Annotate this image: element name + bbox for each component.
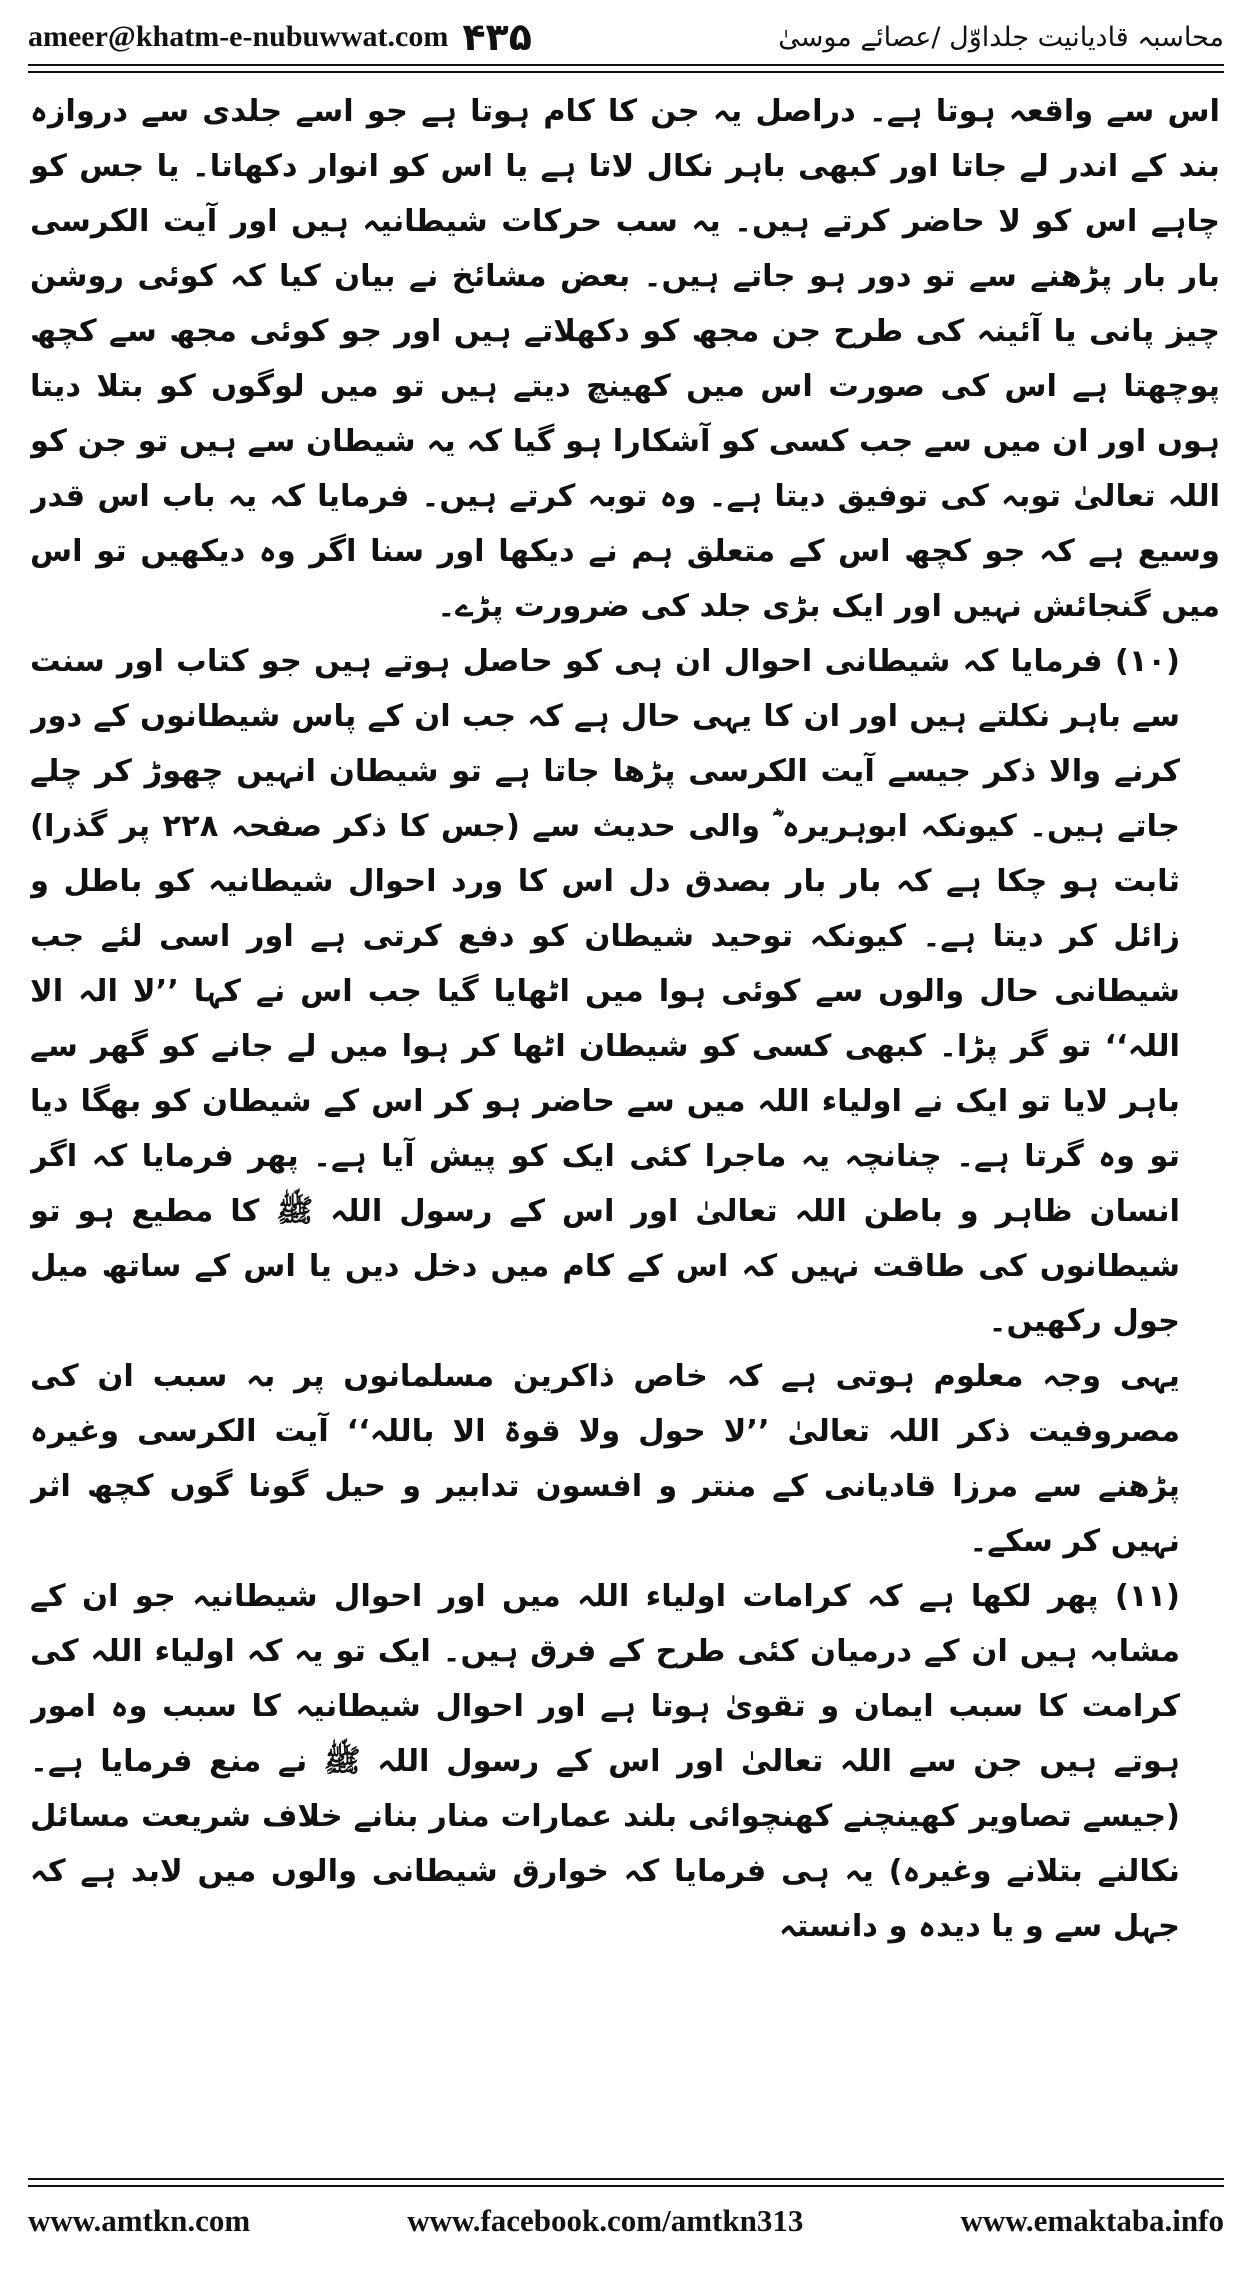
header-double-rule	[28, 64, 1224, 73]
footer-link-amtkn[interactable]: www.amtkn.com	[28, 2203, 251, 2238]
page-header	[28, 12, 1224, 62]
paragraph-4: (۱۱) پھر لکھا ہے کہ کرامات اولیاء اللہ میں اور احوال شیطانیہ جو ان کے مشابہ ہیں ان کے درمیان کئی طرح کے فرق ہیں۔ ایک تو یہ کہ اولیاء اللہ کی کرامت کا سبب ایمان و تقویٰ ہوتا ہے اور احوال شیطانیہ کا سبب وہ امور ہوتے ہیں جن سے اللہ تعالیٰ اور اس کے رسول اللہ ﷺ نے منع فرمایا ہے۔ (جیسے تصاویر کھینچنے کھنچوائی بلند عمارات منار بنانے خلاف شریعت مسائل نکالنے بتلانے وغیرہ) یہ ہی فرمایا کہ خوارق شیطانی والوں میں لابد ہے کہ جہل سے و یا دیدہ و دانستہ	[30, 1579, 1180, 1944]
header-left-group	[28, 15, 532, 59]
paragraph-1: اس سے واقعہ ہوتا ہے۔ دراصل یہ جن کا کام ہوتا ہے جو اسے جلدی سے دروازہ بند کے اندر لے جاتا اور کبھی باہر نکال لاتا ہے یا اس کو انوار دکھاتا۔ یا جس کو چاہے اس کو لا حاضر کرتے ہیں۔ یہ سب حرکات شیطانیہ ہیں اور آیت الکرسی بار بار پڑھنے سے تو دور ہو جاتے ہیں۔ بعض مشائخ نے بیان کیا کہ کوئی روشن چیز پانی یا آئینہ کی طرح جن مجھ کو دکھلاتے ہیں اور جو کوئی مجھ سے کچھ پوچھتا ہے اس کی صورت اس میں کھینچ دیتے ہیں تو میں لوگوں کو بتلا دیتا ہوں اور ان میں سے جب کسی کو آشکارا ہو گیا کہ یہ شیطان سے ہیں تو جن کو اللہ تعالیٰ توبہ کی توفیق دیتا ہے۔ وہ توبہ کرتے ہیں۔ فرمایا کہ یہ باب اس قدر وسیع ہے کہ جو کچھ اس کے متعلق ہم نے دیکھا اور سنا اگر وہ دیکھیں تو اس میں گنجائش نہیں اور ایک بڑی جلد کی ضرورت پڑے۔	[30, 94, 1220, 624]
paragraph-2: (۱۰) فرمایا کہ شیطانی احوال ان ہی کو حاصل ہوتے ہیں جو کتاب اور سنت سے باہر نکلتے ہیں اور ان کا یہی حال ہے کہ جب ان کے پاس شیطانوں کے دور کرنے والا ذکر جیسے آیت الکرسی پڑھا جاتا ہے تو شیطان انہیں چھوڑ کر چلے جاتے ہیں۔ کیونکہ ابوہریرہ ؓ والی حدیث سے (جس کا ذکر صفحہ ۲۲۸ پر گذرا) ثابت ہو چکا ہے کہ بار بار بصدق دل اس کا ورد احوال شیطانیہ کو باطل و زائل کر دیتا ہے۔ کیونکہ توحید شیطان کو دفع کرتی ہے اور اسی لئے جب شیطانی حال والوں سے کوئی ہوا میں اٹھایا گیا جب اس نے کہا ’’لا الہ الا اللہ‘‘ تو گر پڑا۔ کبھی کسی کو شیطان اٹھا کر ہوا میں لے جانے کو گھر سے باہر لایا تو ایک نے اولیاء اللہ میں سے حاضر ہو کر اس کے شیطان کو بھگا دیا تو وہ گرتا ہے۔ چنانچہ یہ ماجرا کئی ایک کو پیش آیا ہے۔ پھر فرمایا کہ اگر انسان ظاہر و باطن اللہ تعالیٰ اور اس کے رسول اللہ ﷺ کا مطیع ہو تو شیطانوں کی طاقت نہیں کہ اس کے کام میں دخل دیں یا اس کے ساتھ میل جول رکھیں۔	[30, 644, 1180, 1339]
footer-link-facebook[interactable]: www.facebook.com/amtkn313	[407, 2203, 804, 2238]
paragraph-3: یہی وجہ معلوم ہوتی ہے کہ خاص ذاکرین مسلمانوں پر بہ سبب ان کی مصروفیت ذکر اللہ تعالیٰ ’’لا حول ولا قوۃ الا باللہ‘‘ آیت الکرسی وغیرہ پڑھنے سے مرزا قادیانی کے منتر و افسون تدابیر و حیل گونا گوں کچھ اثر نہیں کر سکے۔	[30, 1359, 1180, 1559]
page-number: ۴۳۵	[462, 15, 532, 59]
footer-double-rule	[28, 2178, 1224, 2187]
page-footer	[28, 2196, 1224, 2246]
header-email[interactable]: ameer@khatm-e-nubuwwat.com	[28, 20, 449, 53]
book-title: محاسبہ قادیانیت جلداوّل /عصائے موسیٰ	[778, 21, 1224, 53]
footer-link-emaktaba[interactable]: www.emaktaba.info	[960, 2203, 1224, 2238]
page-body	[30, 84, 1220, 2146]
